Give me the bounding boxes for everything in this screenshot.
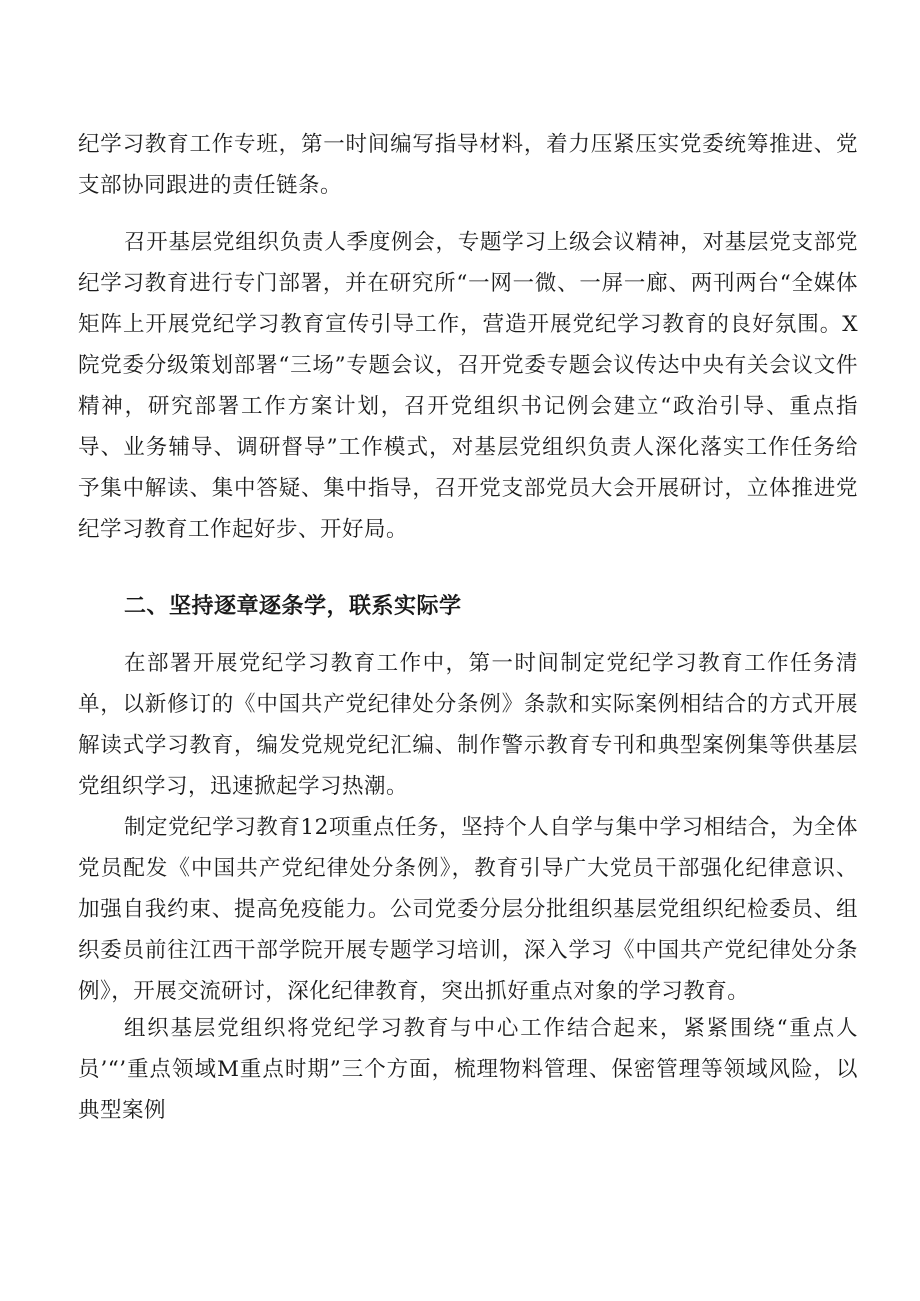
paragraph-quarterly-meeting: 召开基层党组织负责人季度例会，专题学习上级会议精神，对基层党支部党纪学习教育进行专门部署，并在研究所“一网一微、一屏一廊、两刊两台“全媒体矩阵上开展党纪学习教育宣传引导工作，营造开展党纪学习教育的良好氛围。X院党委分级策划部署“三场”专题会议，召开党委专题会议传达中央有关会议文件精神，研究部署工作方案计划，召开党组织书记例会建立“政治引导、重点指导、业务辅导、调研督导”工作模式，对基层党组织负责人深化落实工作任务给予集中解读、集中答疑、集中指导，召开党支部党员大会开展研讨，立体推进党纪学习教育工作起好步、开好局。 [78, 230, 858, 542]
paragraph-key-tasks: 制定党纪学习教育12项重点任务，坚持个人自学与集中学习相结合，为全体党员配发《中国共产党纪律处分条例》，教育引导广大党员干部强化纪律意识、加强自我约束、提高免疫能力。公司党委分层分批组织基层党组织纪检委员、组织委员前往江西干部学院开展专题学习培训，深入学习《中国共产党纪律处分条例》，开展交流研讨，深化纪律教育，突出抓好重点对象的学习教育。 [78, 815, 858, 1004]
paragraph-integration: 组织基层党组织将党纪学习教育与中心工作结合起来，紧紧围绕“重点人员’“’重点领域M重点时期”三个方面，梳理物料管理、保密管理等领域风险，以典型案例 [78, 1016, 858, 1123]
paragraph-continuation: 纪学习教育工作专班，第一时间编写指导材料，着力压紧压实党委统筹推进、党支部协同跟进的责任链条。 [78, 132, 858, 198]
section-heading: 二、坚持逐章逐条学，联系实际学 [124, 594, 462, 619]
paragraph-task-list: 在部署开展党纪学习教育工作中，第一时间制定党纪学习教育工作任务清单，以新修订的《中国共产党纪律处分条例》条款和实际案例相结合的方式开展解读式学习教育，编发党规党纪汇编、制作警示教育专刊和典型案例集等供基层党组织学习，迅速掀起学习热潮。 [78, 651, 858, 799]
